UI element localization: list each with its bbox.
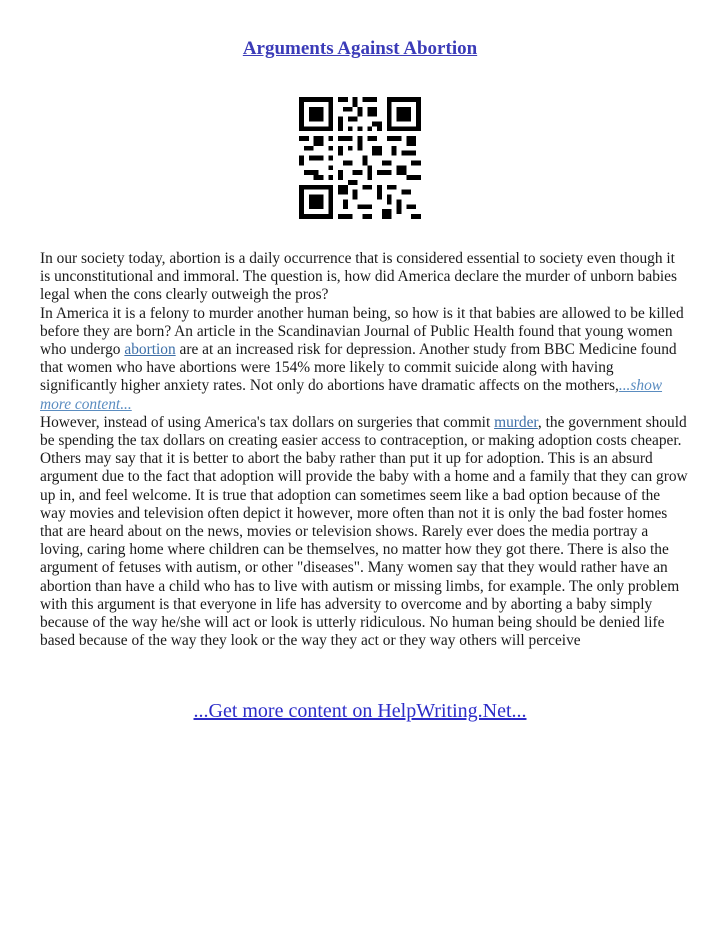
page-title xyxy=(0,38,720,60)
get-more-content-link[interactable]: ...Get more content on HelpWriting.Net... xyxy=(193,700,527,722)
paragraph-text: In America it is a felony to murder another human being, so how is it that babies are allowed to be killed before they are born? An article in the Scandinavian Journal of Public Health found that young women who undergo xyxy=(40,304,684,359)
title-link[interactable]: Arguments Against Abortion xyxy=(242,38,478,59)
paragraph-adoption xyxy=(40,414,688,651)
article-body xyxy=(40,250,688,650)
paragraph-text: However, instead of using America's tax dollars on surgeries that commit xyxy=(40,413,495,431)
paragraph-intro: In our society today, abortion is a daily occurrence that is considered essential to society even though it is unconstitutional and immoral. The question is, how did America declare the murder of unborn babies legal when the cons clearly outweigh the pros? xyxy=(40,250,677,304)
paragraph-text: , the government should be spending the tax dollars on creating easier access to contraception, or making adoption costs cheaper. Others may say that it is better to abort the baby rather than put it up for adoption. This is an absurd argument due to the fact that adoption will provide the baby with a home and a family that they can grow up in, and feel welcome. It is true that adoption can sometimes seem like a bad option because of the way movies and television often depict it however, more often than not it is only the bad foster homes that are heard about on the news, movies or television shows. Rarely ever does the media portray a loving, caring home where children can be themselves, no matter how they got there. There is also the argument of fetuses with autism, or other "diseases". Many women say that they would rather have an abortion than have a child who has to live with autism or missing limbs, for example. The only problem with this argument is that everyone in life has adversity to overcome and by aborting a baby simply because of the way he/she will act or look is utterly ridiculous. No human being should be denied life based because of the way they look or the way they act or they way others will perceive xyxy=(40,413,688,650)
paragraph-text: are at an increased risk for depression. Another study from BBC Medicine found that women who have abortions were 154% more likely to commit suicide along with having significantly higher anxiety rates. Not only do abortions have dramatic affects on the mothers, xyxy=(40,341,677,395)
show-more-link[interactable]: ...show more content... xyxy=(40,377,663,413)
qr-code-icon xyxy=(299,97,421,219)
abortion-link[interactable]: abortion xyxy=(124,341,176,359)
murder-link[interactable]: murder xyxy=(494,413,538,431)
footer xyxy=(0,700,720,723)
paragraph-felony xyxy=(40,305,688,414)
